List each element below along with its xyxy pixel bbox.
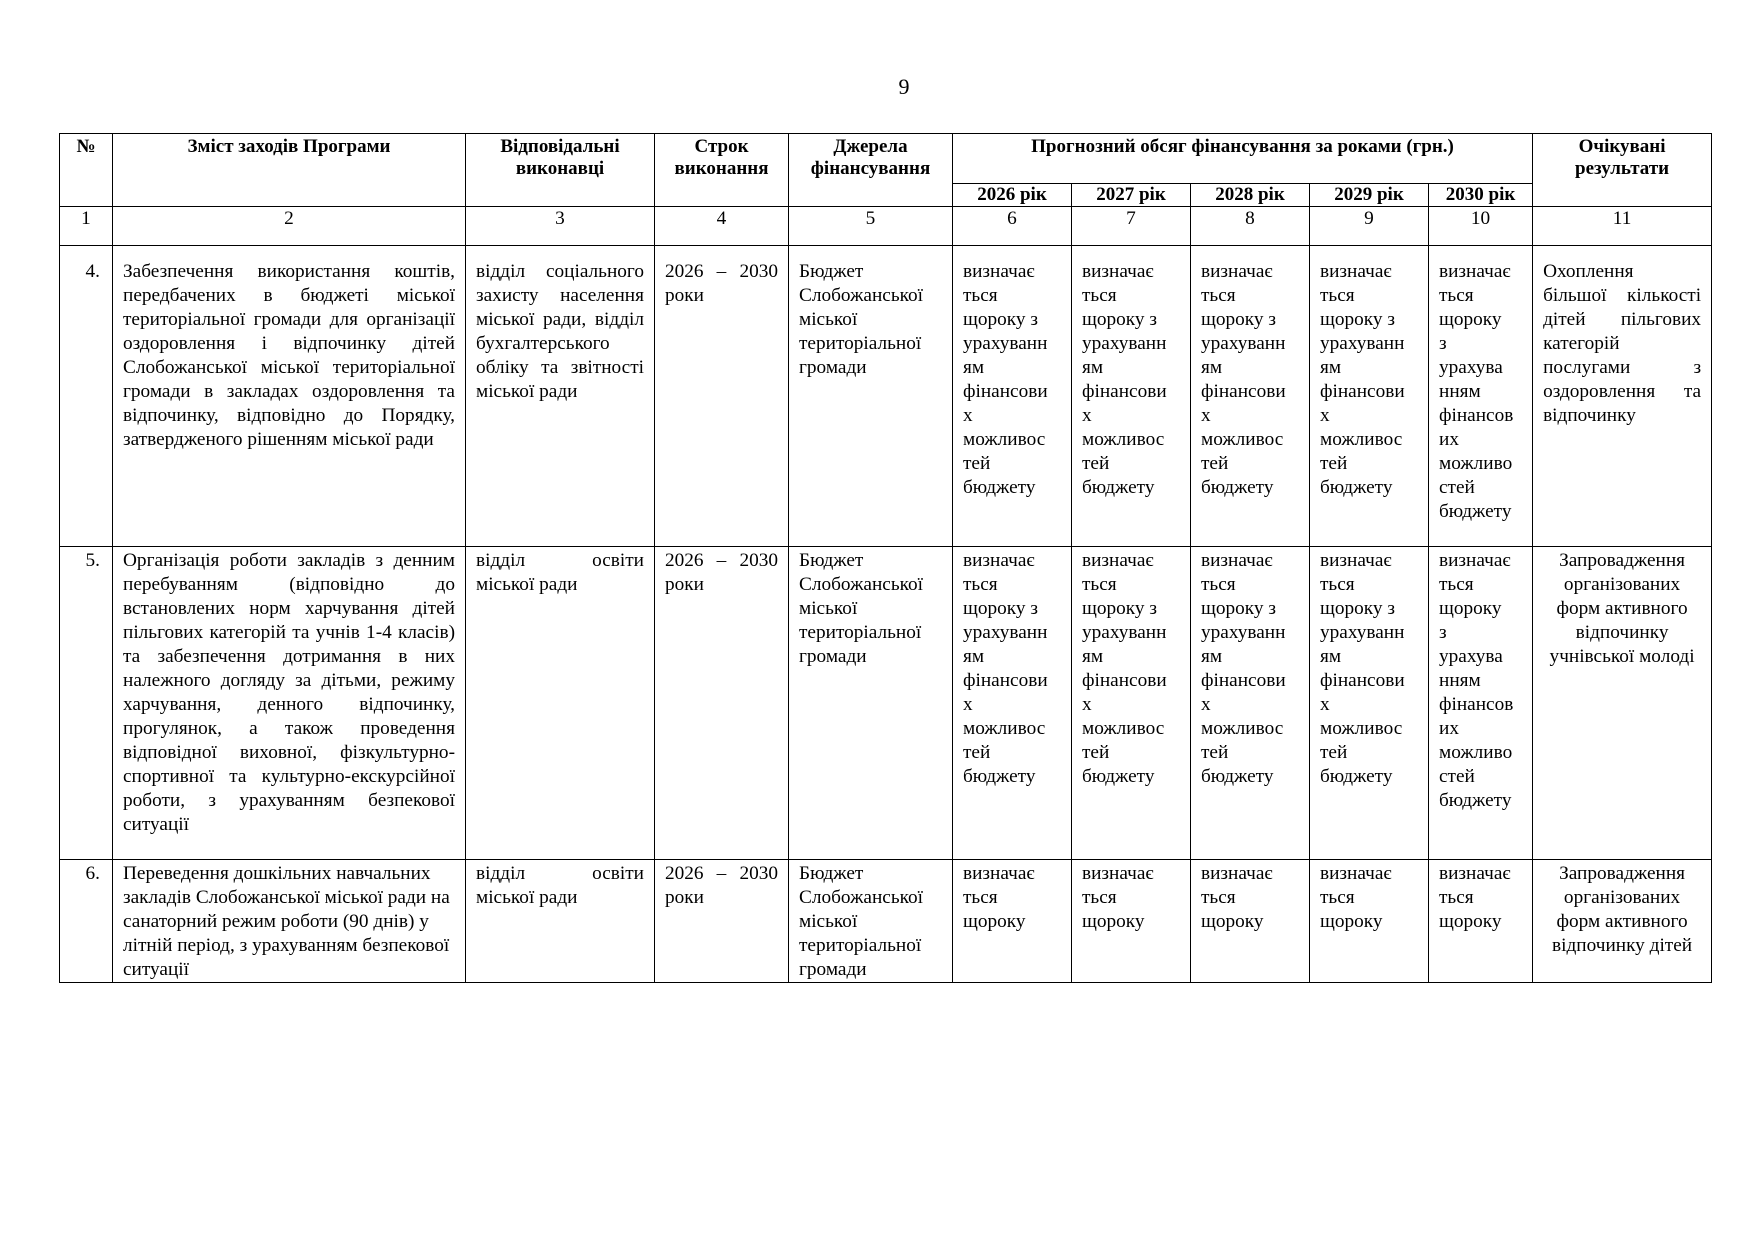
table-row — [60, 246, 1712, 547]
funding-2027: визначає ться щороку з урахуванн ям фінансови х можливос тей бюджету — [1072, 547, 1191, 860]
funding-2026: визначає ться щороку з урахуванн ям фінансови х можливос тей бюджету — [953, 547, 1072, 860]
funding-2030: визначає ться щороку з урахува нням фінансов их можливо стей бюджету — [1429, 547, 1533, 860]
column-number: 7 — [1072, 207, 1191, 246]
table-row — [60, 860, 1712, 983]
column-number: 9 — [1310, 207, 1429, 246]
funding-2027: визначає ться щороку з урахуванн ям фінансови х можливос тей бюджету — [1072, 246, 1191, 547]
expected-results: Запровадження організованих форм активного відпочинку дітей — [1533, 860, 1712, 983]
header-content: Зміст заходів Програми — [113, 134, 466, 207]
funding-sources: Бюджет Слобожанської міської територіальної громади — [789, 860, 953, 983]
measure-content: Переведення дошкільних навчальних закладів Слобожанської міської ради на санаторний режим роботи (90 днів) у літній період, з урахуванням безпекової ситуації — [113, 860, 466, 983]
page-number: 9 — [898, 74, 910, 99]
column-number: 5 — [789, 207, 953, 246]
header-number: № — [60, 134, 113, 207]
responsible-executors: відділ освіти міської ради — [466, 547, 655, 860]
expected-results: Охоплення більшої кількості дітей пільгових категорій послугами з оздоровлення та відпочинку — [1533, 246, 1712, 547]
funding-2026: визначає ться щороку — [953, 860, 1072, 983]
funding-2030: визначає ться щороку з урахува нням фінансов их можливо стей бюджету — [1429, 246, 1533, 547]
funding-2028: визначає ться щороку — [1191, 860, 1310, 983]
funding-2029: визначає ться щороку з урахуванн ям фінансови х можливос тей бюджету — [1310, 246, 1429, 547]
column-number: 2 — [113, 207, 466, 246]
header-term: Строк виконання — [655, 134, 789, 207]
funding-2026: визначає ться щороку з урахуванн ям фінансови х можливос тей бюджету — [953, 246, 1072, 547]
header-year: 2030 рік — [1429, 184, 1533, 207]
measure-content: Організація роботи закладів з денним перебуванням (відповідно до встановлених норм харчування дітей пільгових категорій та учнів 1-4 класів) та забезпечення дотримання в них належного догляду за дітьми, режиму харчування, денного відпочинку, прогулянок, а також проведення відповідної виховної, фізкультурно-спортивної та культурно-екскурсійної роботи, з урахуванням безпекової ситуації — [113, 547, 466, 860]
execution-term: 2026 – 2030 роки — [655, 246, 789, 547]
column-number: 6 — [953, 207, 1072, 246]
column-number: 4 — [655, 207, 789, 246]
header-expected: Очікувані результати — [1533, 134, 1712, 207]
column-number: 1 — [60, 207, 113, 246]
responsible-executors: відділ освіти міської ради — [466, 860, 655, 983]
measure-content: Забезпечення використання коштів, передбачених в бюджеті міської територіальної громади для організації оздоровлення і відпочинку дітей Слобожанської міської територіальної громади в закладах оздоровлення та відпочинку, відповідно до Порядку, затвердженого рішенням міської ради — [113, 246, 466, 547]
header-year: 2027 рік — [1072, 184, 1191, 207]
row-number: 4. — [60, 246, 113, 547]
column-number: 3 — [466, 207, 655, 246]
header-row — [60, 134, 1712, 184]
column-number: 11 — [1533, 207, 1712, 246]
column-number-row — [60, 207, 1712, 246]
responsible-executors: відділ соціального захисту населення міської ради, відділ бухгалтерського обліку та звітності міської ради — [466, 246, 655, 547]
row-number: 6. — [60, 860, 113, 983]
funding-2029: визначає ться щороку — [1310, 860, 1429, 983]
header-sources: Джерела фінансування — [789, 134, 953, 207]
column-number: 10 — [1429, 207, 1533, 246]
execution-term: 2026 – 2030 роки — [655, 547, 789, 860]
column-number: 8 — [1191, 207, 1310, 246]
row-number: 5. — [60, 547, 113, 860]
funding-2028: визначає ться щороку з урахуванн ям фінансови х можливос тей бюджету — [1191, 547, 1310, 860]
funding-2027: визначає ться щороку — [1072, 860, 1191, 983]
header-year: 2029 рік — [1310, 184, 1429, 207]
funding-2028: визначає ться щороку з урахуванн ям фінансови х можливос тей бюджету — [1191, 246, 1310, 547]
header-forecast: Прогнозний обсяг фінансування за роками (грн.) — [953, 134, 1533, 184]
expected-results: Запровадження організованих форм активного відпочинку учнівської молоді — [1533, 547, 1712, 860]
header-year: 2026 рік — [953, 184, 1072, 207]
funding-sources: Бюджет Слобожанської міської територіальної громади — [789, 246, 953, 547]
program-measures-table — [59, 133, 1712, 983]
funding-2030: визначає ться щороку — [1429, 860, 1533, 983]
funding-2029: визначає ться щороку з урахуванн ям фінансови х можливос тей бюджету — [1310, 547, 1429, 860]
execution-term: 2026 – 2030 роки — [655, 860, 789, 983]
table-row — [60, 547, 1712, 860]
header-year: 2028 рік — [1191, 184, 1310, 207]
header-responsible: Відповідальні виконавці — [466, 134, 655, 207]
funding-sources: Бюджет Слобожанської міської територіальної громади — [789, 547, 953, 860]
